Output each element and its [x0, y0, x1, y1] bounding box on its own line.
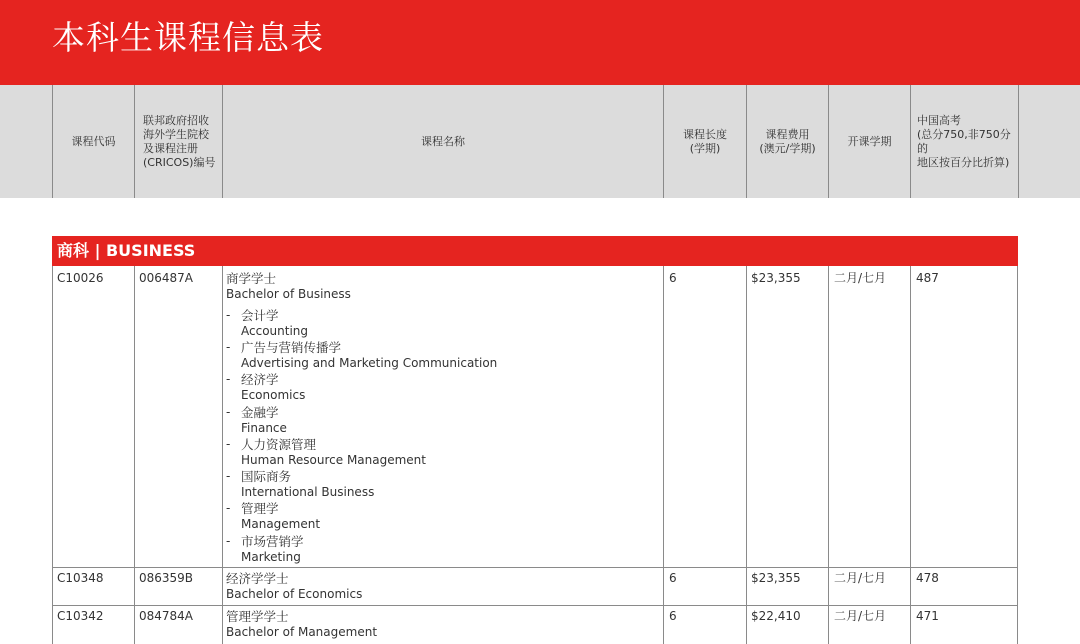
header-course-name: 课程名称	[222, 85, 663, 198]
cricos-code: 086359B	[139, 571, 194, 585]
course-name	[226, 571, 362, 602]
course-name	[226, 271, 351, 302]
column-divider	[222, 266, 223, 644]
course-intake: 二月/七月	[834, 571, 887, 585]
cricos-code: 084784A	[139, 609, 194, 623]
gaokao-score: 478	[916, 571, 939, 585]
header-gaokao: 中国高考 (总分750,非750分的 地区按百分比折算)	[910, 85, 1019, 198]
course-name-zh: 管理学学士	[226, 609, 289, 624]
major-name-zh: 广告与营销传播学	[241, 340, 342, 355]
major-name-zh: 管理学	[241, 501, 279, 516]
course-fee: $22,410	[751, 609, 801, 623]
major-name-zh: 国际商务	[241, 469, 292, 484]
course-fee: $23,355	[751, 571, 801, 585]
header-intake: 开课学期	[828, 85, 910, 198]
header-cricos-code: 联邦政府招收 海外学生院校 及课程注册 (CRICOS)编号	[134, 85, 222, 198]
course-name-en: Bachelor of Business	[226, 287, 351, 301]
column-divider	[746, 266, 747, 644]
column-divider	[134, 266, 135, 644]
major-name-en: Management	[241, 517, 321, 531]
major-name-en: Accounting	[241, 324, 309, 338]
major-name-zh: 市场营销学	[241, 534, 304, 549]
course-intake: 二月/七月	[834, 609, 887, 623]
gaokao-score: 487	[916, 271, 939, 285]
major-name-en: Economics	[241, 388, 306, 402]
major-name-en: Finance	[241, 421, 287, 435]
course-intake: 二月/七月	[834, 271, 887, 285]
course-table	[52, 266, 1018, 644]
course-code: C10348	[57, 571, 104, 585]
course-duration: 6	[669, 609, 677, 623]
section-label: 商科 | BUSINESS	[57, 241, 196, 260]
course-name	[226, 609, 377, 640]
major-name-en: International Business	[241, 485, 375, 499]
course-code: C10342	[57, 609, 104, 623]
row-divider	[52, 605, 1018, 606]
course-code: C10026	[57, 271, 104, 285]
row-divider	[52, 567, 1018, 568]
major-name-en: Human Resource Management	[241, 453, 426, 467]
header-course-code: 课程代码	[52, 85, 134, 198]
course-duration: 6	[669, 271, 677, 285]
title-bar	[0, 0, 1080, 85]
column-divider	[910, 266, 911, 644]
course-fee: $23,355	[751, 271, 801, 285]
course-name-en: Bachelor of Economics	[226, 587, 363, 601]
page-title: 本科生课程信息表	[52, 18, 324, 57]
major-name-zh: 金融学	[241, 405, 279, 420]
gaokao-score: 471	[916, 609, 939, 623]
header-duration: 课程长度 (学期)	[663, 85, 746, 198]
major-name-en: Advertising and Marketing Communication	[241, 356, 498, 370]
major-name-zh: 会计学	[241, 308, 279, 323]
course-name-en: Bachelor of Management	[226, 625, 378, 639]
major-name-zh: 人力资源管理	[241, 437, 317, 452]
column-divider	[828, 266, 829, 644]
major-name-en: Marketing	[241, 550, 301, 564]
course-name-zh: 经济学学士	[226, 571, 289, 586]
course-name-zh: 商学学士	[226, 271, 277, 286]
course-duration: 6	[669, 571, 677, 585]
section-bar-business	[52, 236, 1018, 266]
cricos-code: 006487A	[139, 271, 194, 285]
column-divider	[663, 266, 664, 644]
major-name-zh: 经济学	[241, 372, 279, 387]
header-fee: 课程费用 (澳元/学期)	[746, 85, 828, 198]
